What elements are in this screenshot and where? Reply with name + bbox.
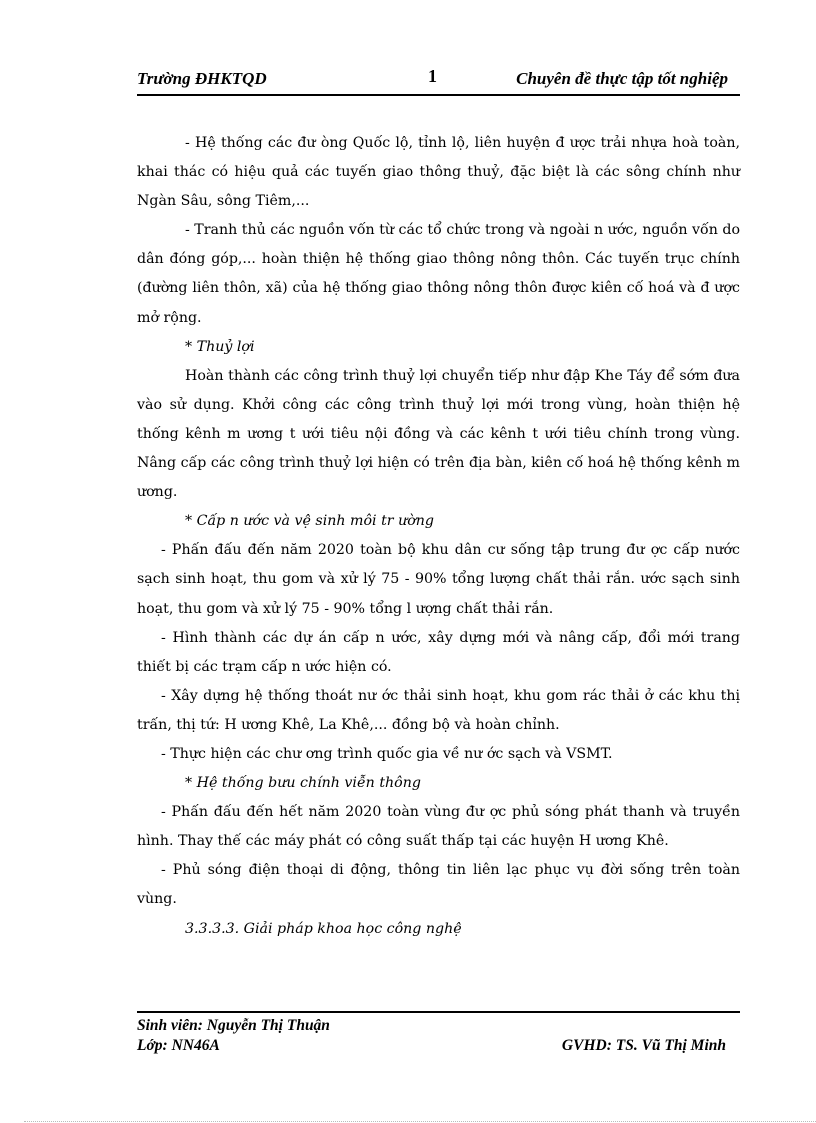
- document-body: [137, 129, 740, 944]
- paragraph-water-target: - Phấn đấu đến năm 2020 toàn bộ khu dân cư sống tập trung đư ợc cấp nước sạch sinh hoạt, thu gom và xử lý 75 - 90% tổng lượng chất thải rắn. ước sạch sinh hoạt, thu gom và xử lý 75 - 90% tổng l ượng chất thải rắn.: [137, 542, 740, 617]
- page-footer: [137, 1011, 740, 1063]
- school-name: Trường ĐHKTQD: [137, 69, 267, 88]
- heading-telecom: * Hệ thống bưu chính viễn thông: [185, 775, 421, 792]
- paragraph-water-projects: - Hình thành các dự án cấp n ước, xây dựng mới và nâng cấp, đổi mới trang thiết bị các trạm cấp n ước hiện có.: [137, 629, 740, 675]
- paragraph-mobile: - Phủ sóng điện thoại di động, thông tin liên lạc phục vụ đời sống trên toàn vùng.: [137, 862, 740, 908]
- page-number: 1: [428, 66, 437, 86]
- paragraph-drainage: - Xây dựng hệ thống thoát nư ớc thải sinh hoạt, khu gom rác thải ở các khu thị trấn, thị tứ: H ương Khê, La Khê,... đồng bộ và hoàn chỉnh.: [137, 687, 740, 733]
- paragraph-national-program: - Thực hiện các chư ơng trình quốc gia về nư ớc sạch và VSMT.: [161, 745, 613, 762]
- class-name: Lớp: NN46A: [137, 1037, 220, 1054]
- page-header: [137, 66, 740, 96]
- heading-irrigation: * Thuỷ lợi: [185, 338, 255, 355]
- page-bottom-edge: [24, 1121, 816, 1122]
- student-name: Sinh viên: Nguyễn Thị Thuận: [137, 1017, 330, 1034]
- paragraph-broadcast: - Phấn đấu đến hết năm 2020 toàn vùng đư ợc phủ sóng phát thanh và truyền hình. Thay thế các máy phát có công suất thấp tại các huyện H ương Khê.: [137, 804, 740, 850]
- document-title: Chuyên đề thực tập tốt nghiệp: [516, 69, 728, 88]
- paragraph-irrigation: Hoàn thành các công trình thuỷ lợi chuyển tiếp như đập Khe Táy để sớm đưa vào sử dụng. Khởi công các công trình thuỷ lợi mới trong vùng, hoàn thiện hệ thống kênh m ương t ưới tiêu nội đồng và các kênh t ưới tiêu chính trong vùng. Nâng cấp các công trình thuỷ lợi hiện có trên địa bàn, kiên cố hoá hệ thống kênh m ương.: [137, 367, 740, 501]
- paragraph-roads: - Hệ thống các đư òng Quốc lộ, tỉnh lộ, liên huyện đ ược trải nhựa hoà toàn, khai thác có hiệu quả các tuyến giao thông thuỷ, đặc biệt là các sông chính như Ngàn Sâu, sông Tiêm,...: [137, 135, 740, 210]
- advisor-name: GVHD: TS. Vũ Thị Minh: [561, 1037, 726, 1054]
- heading-science-tech: 3.3.3.3. Giải pháp khoa học công nghệ: [185, 920, 462, 937]
- paragraph-funding: - Tranh thủ các nguồn vốn từ các tổ chức trong và ngoài n ước, nguồn vốn do dân đóng góp,... hoàn thiện hệ thống giao thông nông thôn. Các tuyến trục chính (đường liên thôn, xã) của hệ thống giao thông nông thôn được kiên cố hoá và đ ược mở rộng.: [137, 222, 740, 326]
- heading-water-supply: * Cấp n ước và vệ sinh môi tr ường: [185, 513, 434, 530]
